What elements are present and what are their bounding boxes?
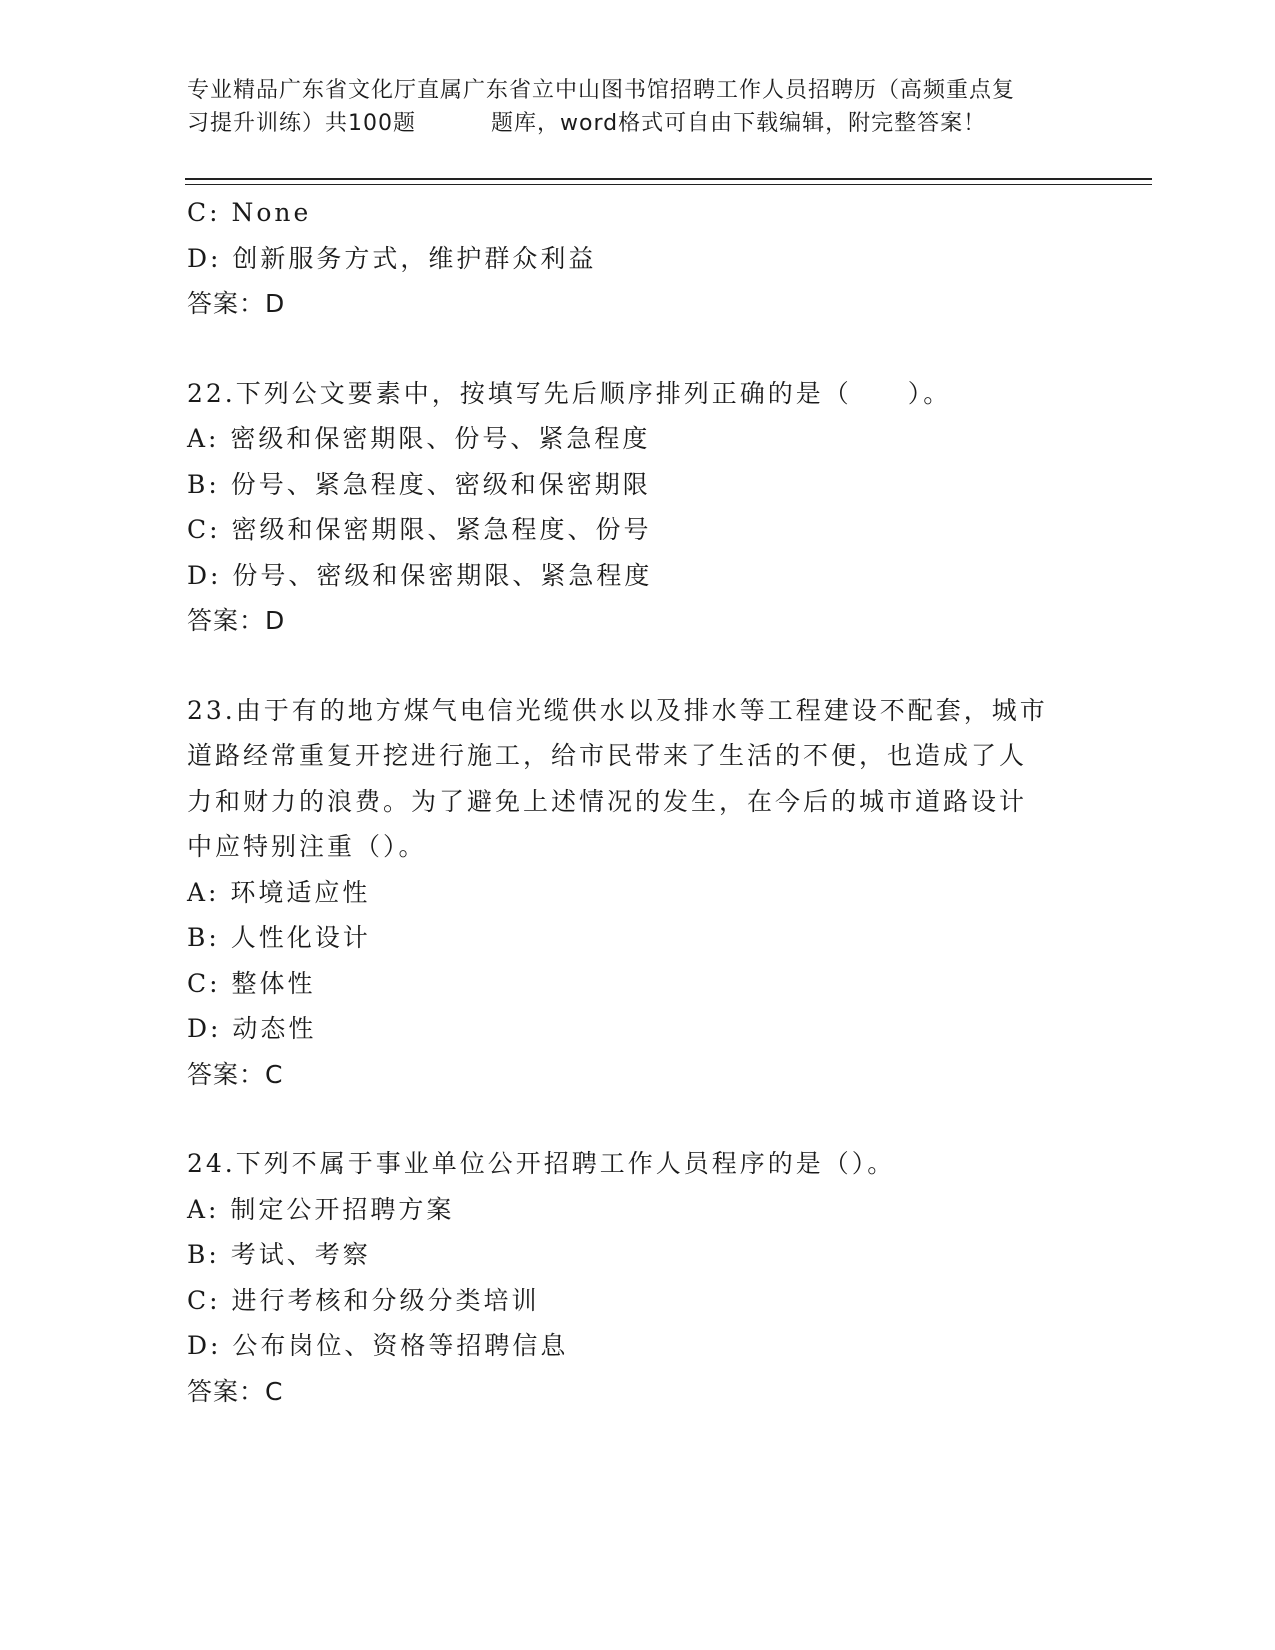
q22-option-b: B: 份号、紧急程度、密级和保密期限 xyxy=(187,469,651,499)
question-spacer xyxy=(187,1097,1087,1141)
q24-option-d: D: 公布岗位、资格等招聘信息 xyxy=(187,1331,569,1360)
q24-stem: 24.下列不属于事业单位公开招聘工作人员程序的是（）。 xyxy=(187,1149,896,1178)
header-title-line-2-right: 题库，word格式可自由下载编辑，附完整答案！ xyxy=(491,111,987,136)
q23-stem-line-3: 力和财力的浪费。为了避免上述情况的发生，在今后的城市道路设计 xyxy=(187,786,1028,816)
document-header xyxy=(187,74,1087,140)
header-divider-thick xyxy=(185,178,1152,180)
header-title-line-1: 专业精品广东省文化厅直属广东省立中山图书馆招聘工作人员招聘历（高频重点复 xyxy=(187,78,1016,103)
q21-option-d: D: 创新服务方式，维护群众利益 xyxy=(187,243,597,273)
q22-option-a: A: 密级和保密期限、份号、紧急程度 xyxy=(187,424,651,453)
question-22 xyxy=(187,371,1087,644)
q23-option-a: A: 环境适应性 xyxy=(187,877,371,907)
q23-option-b: B: 人性化设计 xyxy=(187,923,371,952)
question-spacer xyxy=(187,644,1087,688)
q23-stem-line-4: 中应特别注重（）。 xyxy=(187,832,427,861)
q22-stem: 22.下列公文要素中，按填写先后顺序排列正确的是（ ）。 xyxy=(187,378,952,408)
q23-option-d: D: 动态性 xyxy=(187,1014,317,1043)
q24-option-a: A: 制定公开招聘方案 xyxy=(187,1194,455,1224)
q21-answer: 答案：D xyxy=(187,289,286,318)
question-23 xyxy=(187,688,1087,1098)
question-list xyxy=(187,190,1087,1414)
q24-answer: 答案：C xyxy=(187,1376,284,1406)
header-title-line-2 xyxy=(187,107,1087,140)
q23-option-c: C: 整体性 xyxy=(187,968,316,998)
q24-option-c: C: 进行考核和分级分类培训 xyxy=(187,1285,540,1315)
q24-option-b: B: 考试、考察 xyxy=(187,1240,371,1269)
question-spacer xyxy=(187,327,1087,371)
q22-option-d: D: 份号、密级和保密期限、紧急程度 xyxy=(187,560,653,590)
q23-answer: 答案：C xyxy=(187,1059,284,1089)
q21-option-c: C: None xyxy=(187,198,312,227)
q23-stem-line-1: 23.由于有的地方煤气电信光缆供水以及排水等工程建设不配套，城市 xyxy=(187,695,1048,725)
question-24 xyxy=(187,1141,1087,1414)
header-title-line-2-left: 习提升训练）共100题 xyxy=(187,111,416,136)
q22-answer: 答案：D xyxy=(187,606,286,635)
header-divider-thin xyxy=(185,184,1152,185)
question-21-tail xyxy=(187,190,1087,327)
q22-option-c: C: 密级和保密期限、紧急程度、份号 xyxy=(187,515,652,544)
q23-stem-line-2: 道路经常重复开挖进行施工，给市民带来了生活的不便，也造成了人 xyxy=(187,741,1028,770)
